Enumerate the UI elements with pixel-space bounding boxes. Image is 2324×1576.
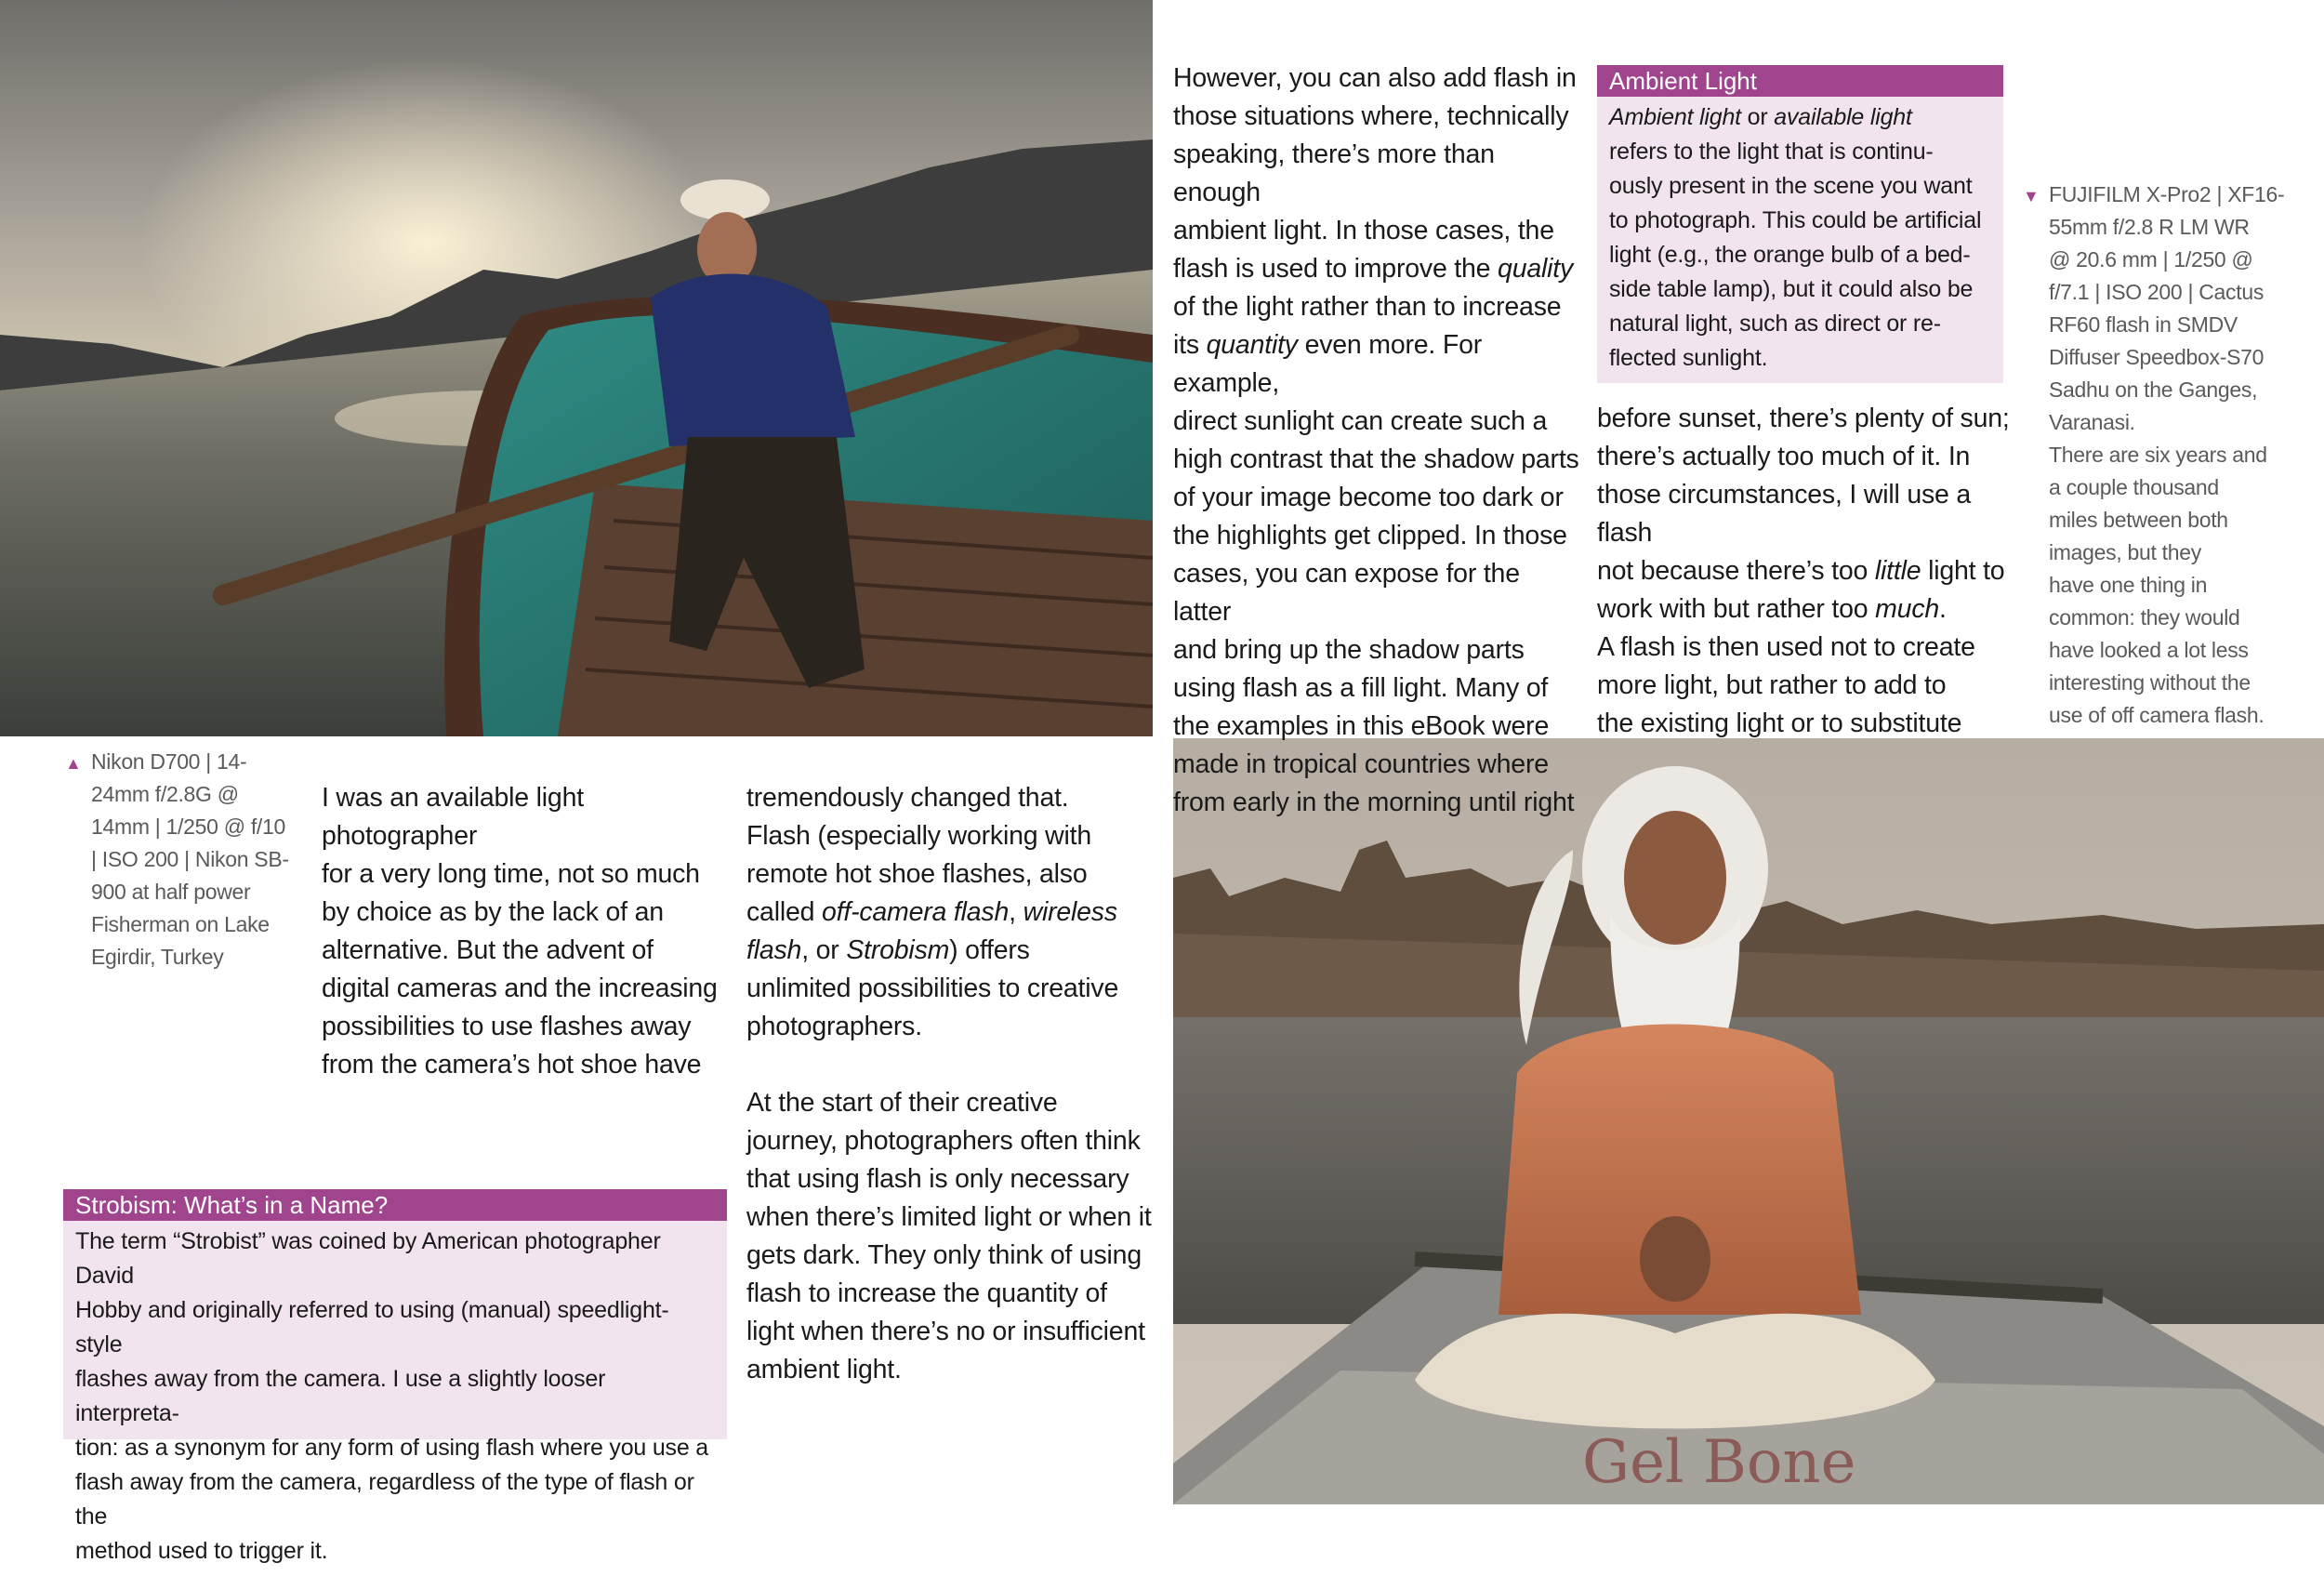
emphasis-text: quantity	[1206, 330, 1298, 360]
box-line: tion: as a synonym for any form of using flash where you use a	[75, 1435, 709, 1461]
box-line: refers to the light that is continu-	[1609, 139, 1934, 165]
inline-text: ,	[1009, 897, 1023, 927]
caption-line: FUJIFILM X-Pro2 | XF16-	[2049, 182, 2285, 206]
caption-line: 55mm f/2.8 R LM WR	[2049, 215, 2250, 239]
text-line	[1173, 326, 1582, 403]
text-line: possibilities to use flashes away	[322, 1012, 692, 1041]
caption-line: have one thing in	[2049, 573, 2208, 597]
fisherman-photo	[0, 0, 1153, 736]
inline-text: its	[1173, 330, 1207, 360]
strobism-title: Strobism: What’s in a Name?	[63, 1189, 727, 1221]
text-line: of your image become too dark or	[1173, 483, 1564, 512]
text-line	[746, 932, 1160, 970]
text-line: that using flash is only necessary	[746, 1164, 1129, 1194]
text-line: before sunset, there’s plenty of sun;	[1597, 404, 2010, 433]
text-line: digital cameras and the increasing	[322, 973, 718, 1003]
emphasis-text: quality	[1498, 254, 1574, 284]
caption-line: @ 20.6 mm | 1/250 @	[2049, 247, 2253, 271]
caption-line: Egirdir, Turkey	[91, 945, 224, 969]
inline-text: ) offers	[949, 935, 1030, 965]
text-line: I was an available light photographer	[322, 783, 584, 851]
sadhu-photo	[1173, 738, 2324, 1504]
caption-line: have looked a lot less	[2049, 638, 2249, 662]
emphasis-text: Strobism	[846, 935, 950, 965]
box-line: to photograph. This could be artificial	[1609, 207, 1982, 233]
caption-right	[2023, 179, 2324, 732]
caption-line: a couple thousand	[2049, 475, 2219, 499]
strobism-body	[63, 1221, 727, 1576]
column-mid-right	[746, 779, 1160, 1389]
text-line: alternative. But the advent of	[322, 935, 654, 965]
text-line: when there’s limited light or when it	[746, 1202, 1152, 1232]
text-line: flash to increase the quantity of	[746, 1278, 1107, 1308]
text-line	[746, 1046, 1160, 1084]
box-line: Hobby and originally referred to using (manual) speedlight-style	[75, 1297, 669, 1357]
caption-right-marker: ▼	[2023, 187, 2040, 205]
box-line: side table lamp), but it could also be	[1609, 276, 1974, 302]
text-line: light when there’s no or insufficient	[746, 1317, 1145, 1346]
column-mid-left	[322, 779, 740, 1084]
emphasis-text: little	[1874, 556, 1921, 586]
inline-text: .	[1939, 594, 1947, 624]
text-line: A flash is then used not to create	[1597, 632, 1975, 662]
text-line	[1597, 590, 2025, 629]
text-line: ambient light. In those cases, the	[1173, 216, 1554, 245]
text-line: gets dark. They only think of using	[746, 1240, 1142, 1270]
caption-line: Varanasi.	[2049, 410, 2135, 434]
box-line: flected sunlight.	[1609, 345, 1768, 371]
caption-left-marker: ▲	[65, 754, 82, 773]
caption-line: 24mm f/2.8G @	[91, 782, 239, 806]
text-line: from the camera’s hot shoe have	[322, 1050, 702, 1079]
caption-line: There are six years and	[2049, 443, 2267, 467]
box-line: The term “Strobist” was coined by American photographer David	[75, 1228, 661, 1289]
box-line: natural light, such as direct or re-	[1609, 311, 1941, 337]
caption-line: use of off camera flash.	[2049, 703, 2265, 727]
text-line: for a very long time, not so much	[322, 859, 700, 889]
ambient-light-title: Ambient Light	[1597, 65, 2003, 97]
caption-left	[65, 746, 296, 973]
text-line: those circumstances, I will use a flash	[1597, 480, 1972, 548]
text-line	[1173, 250, 1582, 288]
caption-line: miles between both	[2049, 508, 2228, 532]
emphasis-text: Ambient light	[1609, 104, 1741, 130]
text-line: high contrast that the shadow parts	[1173, 444, 1579, 474]
text-line	[1597, 552, 2025, 590]
caption-line: images, but they	[2049, 540, 2201, 564]
text-line: ambient light.	[746, 1355, 902, 1384]
emphasis-text: wireless	[1023, 897, 1117, 927]
text-line: At the start of their creative	[746, 1088, 1058, 1118]
text-line: using flash as a fill light. Many of	[1173, 673, 1549, 703]
emphasis-text: flash	[746, 935, 802, 965]
text-line: speaking, there’s more than enough	[1173, 139, 1495, 207]
inline-text: flash is used to improve the	[1173, 254, 1499, 284]
inline-text: not because there’s too	[1597, 556, 1875, 586]
box-line: method used to trigger it.	[75, 1538, 328, 1564]
inline-text: even more. For example,	[1173, 330, 1483, 398]
caption-line: 14mm | 1/250 @ f/10	[91, 814, 286, 839]
caption-line: Fisherman on Lake	[91, 912, 270, 936]
text-line: cases, you can expose for the latter	[1173, 559, 1520, 627]
column-top-right	[1597, 400, 2025, 743]
strobism-box	[63, 1189, 727, 1564]
caption-line: RF60 flash in SMDV	[2049, 312, 2238, 337]
text-line	[746, 894, 1160, 932]
boat-text: Gel Bone	[1582, 1428, 1856, 1497]
text-line: there’s actually too much of it. In	[1597, 442, 1971, 471]
inline-text: called	[746, 897, 822, 927]
text-line: journey, photographers often think	[746, 1126, 1141, 1156]
caption-line: 900 at half power	[91, 880, 251, 904]
caption-line: interesting without the	[2049, 670, 2251, 695]
text-line: the examples in this eBook were	[1173, 711, 1550, 741]
text-line: photographers.	[746, 1012, 922, 1041]
inline-text: or	[1740, 104, 1775, 130]
box-line: ously present in the scene you want	[1609, 173, 1973, 199]
text-line: tremendously changed that.	[746, 783, 1069, 813]
box-line	[1609, 100, 1991, 135]
box-line: light (e.g., the orange bulb of a bed-	[1609, 242, 1971, 268]
text-line: direct sunlight can create such a	[1173, 406, 1548, 436]
column-top-left	[1173, 60, 1582, 822]
text-line: made in tropical countries where	[1173, 749, 1549, 779]
text-line: and bring up the shadow parts	[1173, 635, 1525, 665]
text-line: the existing light or to substitute	[1597, 709, 1962, 738]
text-line: Flash (especially working with	[746, 821, 1091, 851]
text-line: the highlights get clipped. In those	[1173, 521, 1567, 550]
text-line: unlimited possibilities to creative	[746, 973, 1119, 1003]
text-line: of the light rather than to increase	[1173, 292, 1562, 322]
box-line: flashes away from the camera. I use a slightly looser interpreta-	[75, 1366, 606, 1426]
emphasis-text: available light	[1774, 104, 1912, 130]
caption-line: common: they would	[2049, 605, 2240, 629]
caption-line: Diffuser Speedbox-S70	[2049, 345, 2265, 369]
caption-line: f/7.1 | ISO 200 | Cactus	[2049, 280, 2265, 304]
ambient-light-box	[1597, 65, 2003, 383]
emphasis-text: much	[1875, 594, 1940, 624]
caption-line: Nikon D700 | 14-	[91, 749, 247, 774]
caption-line: | ISO 200 | Nikon SB-	[91, 847, 289, 871]
inline-text: , or	[801, 935, 847, 965]
text-line: more light, but rather to add to	[1597, 670, 1947, 700]
text-line: However, you can also add flash in	[1173, 63, 1577, 93]
box-line: flash away from the camera, regardless of the type of flash or the	[75, 1469, 694, 1530]
emphasis-text: off-camera flash	[821, 897, 1010, 927]
ambient-light-body	[1597, 97, 2003, 383]
caption-line: Sadhu on the Ganges,	[2049, 377, 2258, 402]
text-line: from early in the morning until right	[1173, 788, 1575, 817]
inline-text: light to	[1921, 556, 2005, 586]
inline-text: work with but rather too	[1597, 594, 1876, 624]
text-line: by choice as by the lack of an	[322, 897, 664, 927]
text-line: those situations where, technically	[1173, 101, 1569, 131]
text-line: remote hot shoe flashes, also	[746, 859, 1088, 889]
